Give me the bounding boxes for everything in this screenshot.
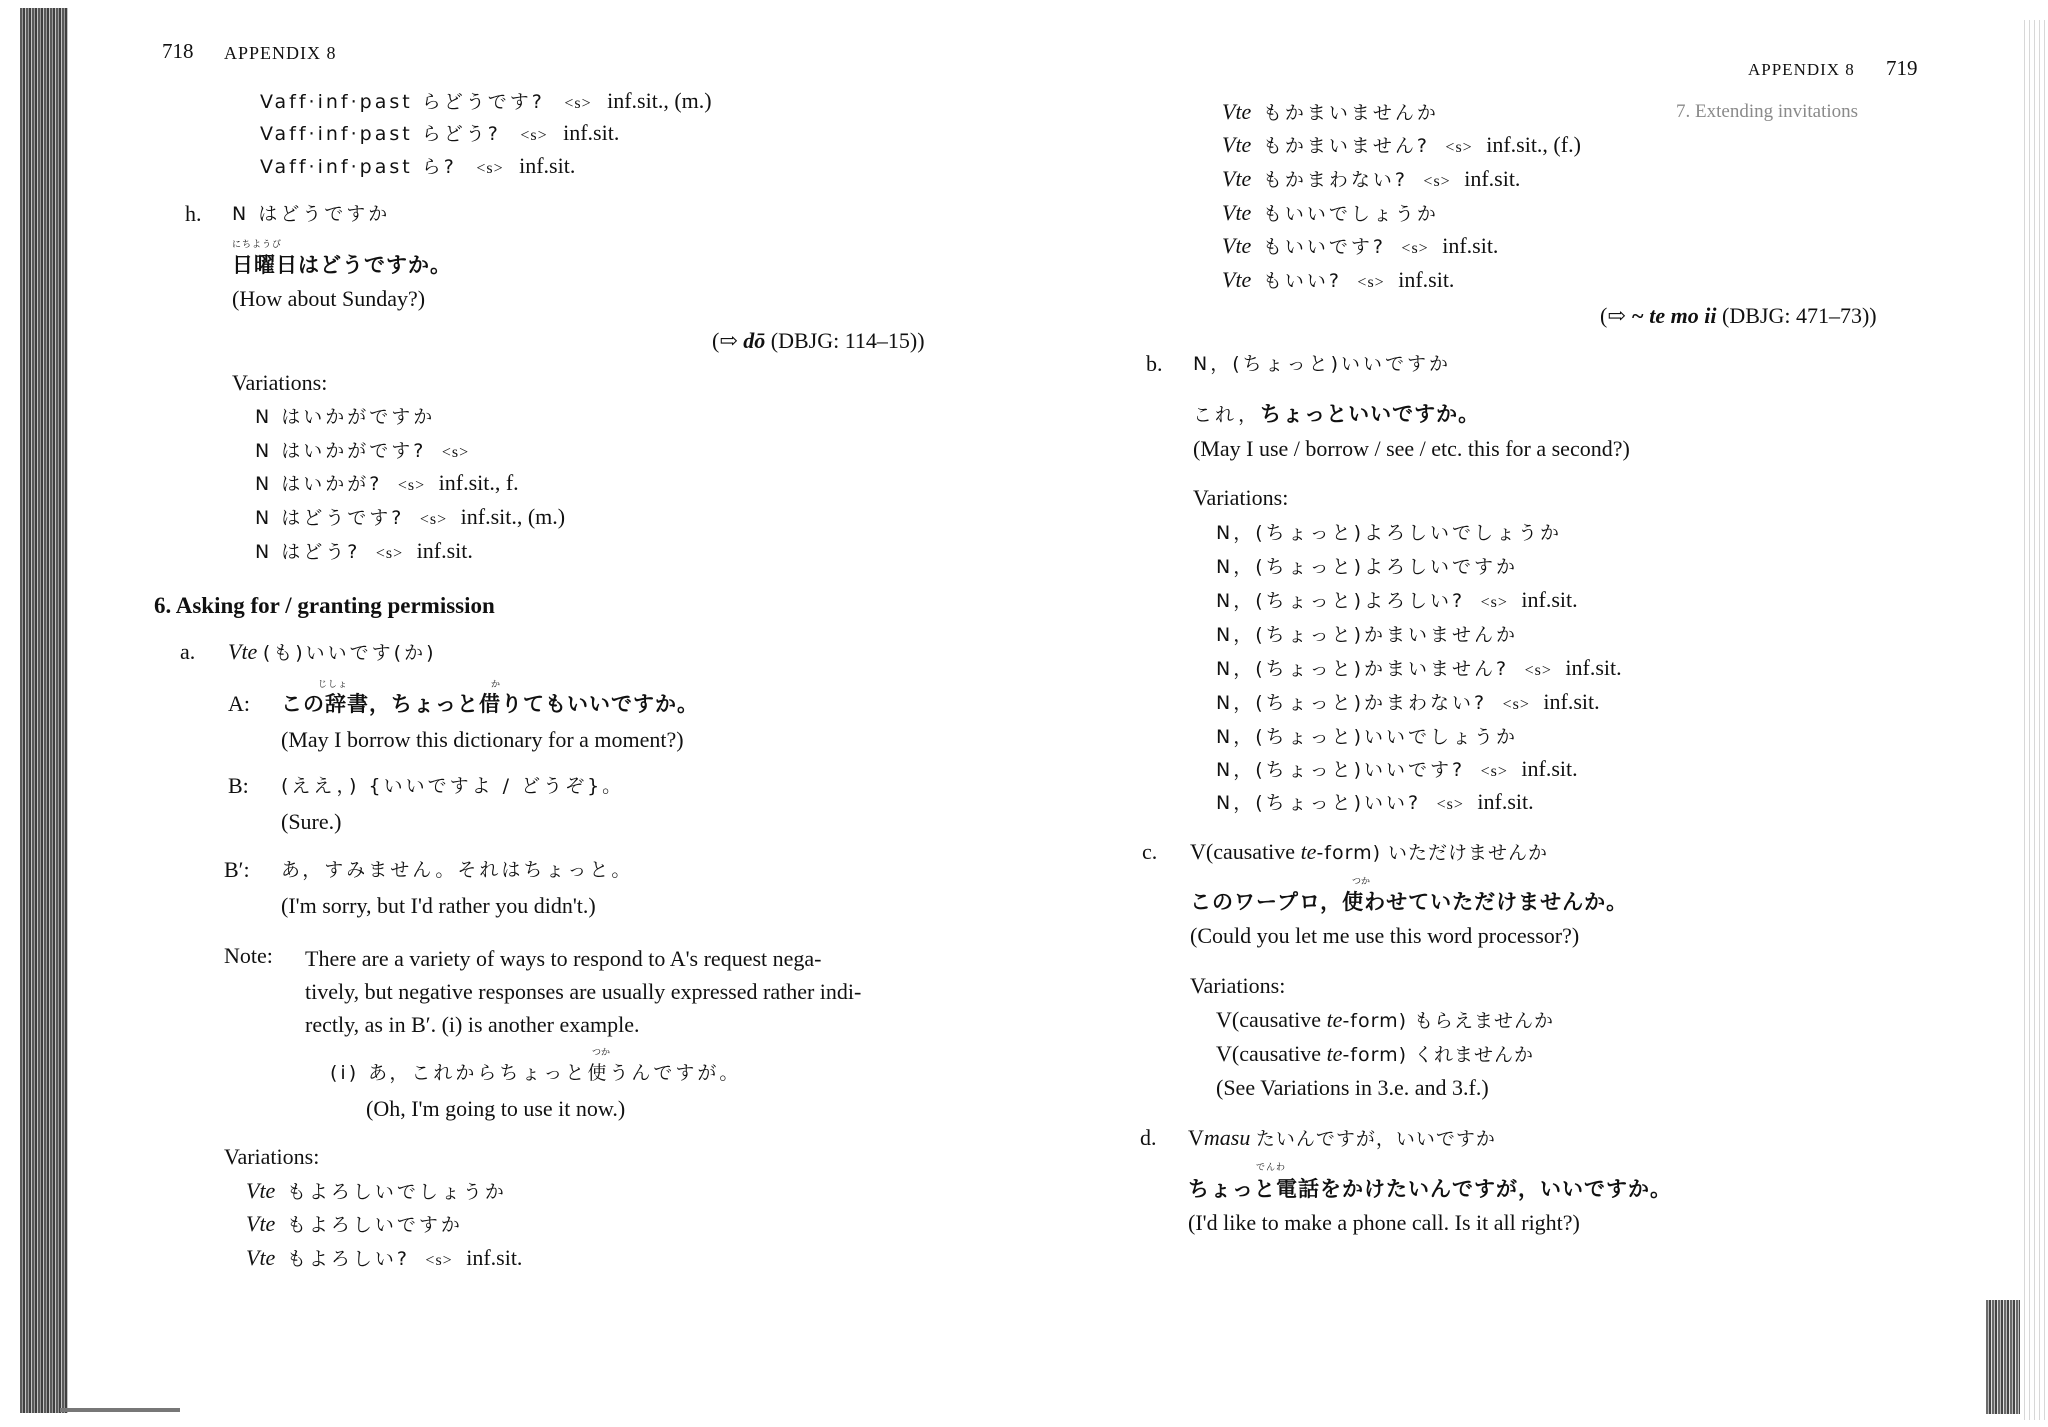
variation-row [260, 152, 575, 183]
variation-pattern: N，(ちょっと)よろしいですか [1216, 556, 1519, 578]
see-also-note: (See Variations in 3.e. and 3.f.) [1216, 1075, 1489, 1100]
usage-note: inf.sit. [1521, 587, 1578, 612]
item-c-pattern [1190, 838, 1548, 867]
example-bold: ちょっといいですか。 [1260, 402, 1481, 426]
speech-style-tag: <s> [425, 1252, 453, 1269]
cross-reference-word: dō [743, 328, 766, 353]
verb-form: te [1300, 839, 1317, 864]
left-running-head: APPENDIX 8 [224, 43, 337, 63]
speech-style-tag: <s> [1436, 796, 1464, 813]
cross-reference [1600, 302, 1877, 330]
variation-pattern: もよろしい? [286, 1248, 410, 1270]
speech-style-tag: <s> [1357, 274, 1385, 291]
variation-row [1222, 266, 1454, 297]
verb-form: te [1326, 1041, 1343, 1066]
pattern-part: たいんですが，いいですか [1255, 1128, 1496, 1150]
usage-note: inf.sit. [466, 1245, 523, 1270]
note-text: rectly, as in B′. (i) is another example. [305, 1012, 640, 1037]
cross-reference-word: ~ te mo ii [1631, 303, 1717, 328]
variation-pattern: N，(ちょっと)かまわない? [1216, 692, 1488, 714]
verb-form: te [1326, 1007, 1343, 1032]
variation-pattern: もいいでしょうか [1262, 203, 1439, 225]
book-spine-left [20, 8, 68, 1413]
pattern-part: -form) いただけませんか [1316, 842, 1549, 864]
usage-note: inf.sit. [1543, 689, 1600, 714]
variation-pattern: N，(ちょっと)よろしいでしょうか [1216, 522, 1563, 544]
verb-form: masu [1203, 1125, 1251, 1150]
variation-row [260, 119, 619, 150]
variation-pattern: N はいかがですか [255, 406, 436, 428]
variation-row [1216, 586, 1578, 617]
variation-pattern: N，(ちょっと)かまいませんか [1216, 624, 1519, 646]
speech-style-tag: <s> [1401, 240, 1429, 257]
usage-note: inf.sit., (f.) [1486, 132, 1581, 157]
variation-pattern: N はいかが? [255, 473, 383, 495]
usage-note: inf.sit. [1565, 655, 1622, 680]
furigana: か [491, 680, 501, 690]
speaker-label-a: A: [228, 691, 250, 716]
verb-form: Vte [1222, 99, 1252, 124]
speech-style-tag: <s> [375, 545, 404, 562]
cross-reference-source: (DBJG: 114–15)) [770, 328, 925, 353]
section-title: 6. Asking for / granting permission [154, 593, 495, 618]
variation-pattern: Vaff·inf·past ら? [260, 156, 457, 178]
variations-heading: Variations: [1190, 973, 1286, 998]
variation-pattern: Vaff·inf·past らどうです? [260, 91, 545, 113]
usage-note: inf.sit. [1442, 233, 1499, 258]
example-translation: (Sure.) [281, 809, 342, 834]
variation-row [255, 537, 473, 568]
variation-row [255, 469, 519, 500]
note-text: There are a variety of ways to respond to A's request nega- [305, 946, 822, 971]
right-page-number: 719 [1886, 56, 1918, 80]
note-example-translation: (Oh, I'm going to use it now.) [366, 1096, 626, 1121]
variation-pattern: もよろしいでしょうか [286, 1181, 507, 1203]
speech-style-tag: <s> [520, 127, 548, 144]
speaker-label-b-prime: B′: [224, 857, 250, 882]
variation-pattern: もかまいませんか [1262, 102, 1439, 124]
example-translation: (May I use / borrow / see / etc. this for a second?) [1193, 436, 1630, 461]
item-label-c: c. [1142, 839, 1158, 864]
usage-note: inf.sit. [1521, 756, 1578, 781]
example-translation: (Could you let me use this word processor?) [1190, 923, 1580, 948]
usage-note: inf.sit. [563, 120, 620, 145]
pattern-text: (も)いいです(か) [262, 642, 437, 664]
item-label-h: h. [185, 201, 202, 226]
arrow-icon: (⇨ [1600, 303, 1626, 328]
verb-form: Vte [1222, 267, 1252, 292]
variation-row [246, 1210, 463, 1239]
verb-form: Vte [246, 1178, 276, 1203]
variation-row [1222, 232, 1498, 263]
item-d-pattern: Vmasu たいんですが，いいですか [1188, 1125, 1496, 1150]
cross-reference [712, 327, 925, 355]
variation-pattern: N はいかがです? [255, 440, 427, 462]
usage-note: inf.sit., (m.) [607, 88, 712, 113]
variation-row [1216, 688, 1600, 719]
variation-row [255, 503, 565, 534]
usage-note: inf.sit. [1477, 789, 1534, 814]
variation-row [255, 402, 435, 431]
variation-pattern: もかまわない? [1262, 169, 1408, 191]
item-label-a: a. [180, 639, 196, 664]
example-plain: これ， [1193, 404, 1261, 426]
item-b-pattern: N，(ちょっと)いいですか [1193, 353, 1452, 375]
item-a-pattern [228, 638, 436, 667]
verb-form: Vte [228, 639, 258, 664]
example-sentence: (ええ，) {いいですよ / どうぞ}。 [281, 775, 625, 797]
variation-row [1216, 518, 1562, 547]
speech-style-tag: <s> [397, 477, 426, 494]
speech-style-tag: <s> [1502, 696, 1530, 713]
item-label-b: b. [1146, 351, 1163, 376]
variations-heading: Variations: [224, 1144, 320, 1169]
arrow-icon: (⇨ [712, 328, 738, 353]
variation-pattern: N，(ちょっと)かまいません? [1216, 658, 1510, 680]
variation-row [255, 436, 469, 467]
variations-heading: Variations: [232, 370, 328, 395]
speech-style-tag: <s> [1480, 763, 1508, 780]
variation-pattern: N，(ちょっと)いい? [1216, 792, 1422, 814]
furigana: じしょ [318, 680, 349, 690]
variation-pattern: もいいです? [1262, 236, 1386, 258]
variation-pattern: もいい? [1262, 270, 1342, 292]
verb-form: Vte [1222, 132, 1252, 157]
variation-row [1216, 620, 1518, 649]
furigana: にちようび [232, 240, 283, 250]
page-edge-right [2022, 20, 2048, 1420]
speech-style-tag: <s> [1445, 139, 1473, 156]
cross-reference-source: (DBJG: 471–73)) [1722, 303, 1877, 328]
right-running-head: APPENDIX 8 [1748, 60, 1855, 79]
item-h-translation: (How about Sunday?) [232, 286, 426, 311]
example-sentence: あ，すみません。それはちょっと。 [281, 859, 634, 881]
usage-note: inf.sit., f. [438, 470, 519, 495]
variation-pattern: N，(ちょっと)いいでしょうか [1216, 726, 1519, 748]
variation-pattern: N はどうです? [255, 507, 405, 529]
book-edge-right [1986, 1300, 2020, 1414]
usage-note: inf.sit. [1464, 166, 1521, 191]
variation-row [1222, 98, 1439, 127]
furigana: でんわ [1256, 1163, 1287, 1173]
variation-pattern: N，(ちょっと)よろしい? [1216, 590, 1466, 612]
page-edge-shadow [60, 1408, 180, 1412]
example-translation: (May I borrow this dictionary for a moment?) [281, 727, 684, 752]
speech-style-tag: <s> [564, 95, 592, 112]
variation-row [260, 87, 712, 118]
speech-style-tag: <s> [441, 444, 470, 461]
speech-style-tag: <s> [476, 160, 504, 177]
variation-pattern: Vaff·inf·past らどう? [260, 123, 501, 145]
verb-form: Vte [1222, 233, 1252, 258]
example-sentence [1193, 400, 1480, 429]
variation-pattern: もよろしいですか [286, 1214, 463, 1236]
variation-pattern: N はどう? [255, 541, 361, 563]
speech-style-tag: <s> [1524, 662, 1552, 679]
pattern-part: -form) もらえませんか [1342, 1010, 1555, 1032]
verb-form: Vte [1222, 200, 1252, 225]
variation-row [1222, 131, 1581, 162]
usage-note: inf.sit. [416, 538, 473, 563]
example-translation: (I'd like to make a phone call. Is it all right?) [1188, 1210, 1580, 1235]
furigana: つか [592, 1048, 611, 1058]
variation-row [1216, 654, 1622, 685]
usage-note: inf.sit. [1398, 267, 1455, 292]
verb-form: Vte [246, 1211, 276, 1236]
item-h-pattern: N はどうですか [232, 203, 391, 225]
variation-row [1222, 199, 1439, 228]
variation-row [1216, 722, 1518, 751]
variation-row [246, 1177, 507, 1206]
verb-form: Vte [246, 1245, 276, 1270]
speech-style-tag: <s> [1423, 173, 1451, 190]
example-sentence: このワープロ，使わせていただけませんか。 [1190, 890, 1629, 914]
furigana: つか [1352, 877, 1371, 887]
example-translation: (I'm sorry, but I'd rather you didn't.) [281, 893, 596, 918]
variations-heading: Variations: [1193, 485, 1289, 510]
usage-note: inf.sit., (m.) [460, 504, 566, 529]
left-page-number: 718 [162, 39, 194, 63]
variation-pattern: N，(ちょっと)いいです? [1216, 759, 1466, 781]
pattern-part: V(causative [1216, 1007, 1322, 1032]
item-label-d: d. [1140, 1125, 1157, 1150]
note-label: Note: [224, 943, 273, 968]
speech-style-tag: <s> [1480, 594, 1508, 611]
note-example: (i) あ，これからちょっと使うんですが。 [330, 1062, 742, 1084]
item-h-example: 日曜日はどうですか。 [232, 253, 452, 277]
verb-form: Vte [1222, 166, 1252, 191]
variation-row [1222, 165, 1520, 196]
note-text: tively, but negative responses are usually expressed rather indi- [305, 979, 862, 1004]
pattern-part: V(causative [1190, 839, 1296, 864]
variation-row [1216, 755, 1578, 786]
variation-pattern: もかまいません? [1262, 135, 1430, 157]
usage-note: inf.sit. [519, 153, 576, 178]
variation-row [1216, 788, 1534, 819]
pattern-part: V(causative [1216, 1041, 1322, 1066]
variation-row [1216, 1006, 1554, 1035]
pattern-part: -form) くれませんか [1342, 1044, 1535, 1066]
variation-row [1216, 1040, 1534, 1069]
variation-row [246, 1244, 522, 1275]
example-sentence: ちょっと電話をかけたいんですが，いいですか。 [1188, 1177, 1672, 1201]
speech-style-tag: <s> [419, 511, 448, 528]
example-sentence: この辞書，ちょっと借りてもいいですか。 [281, 692, 699, 716]
variation-row [1216, 552, 1518, 581]
speaker-label-b: B: [228, 773, 249, 798]
show-through-text: 7. Extending invitations [1676, 101, 1859, 122]
